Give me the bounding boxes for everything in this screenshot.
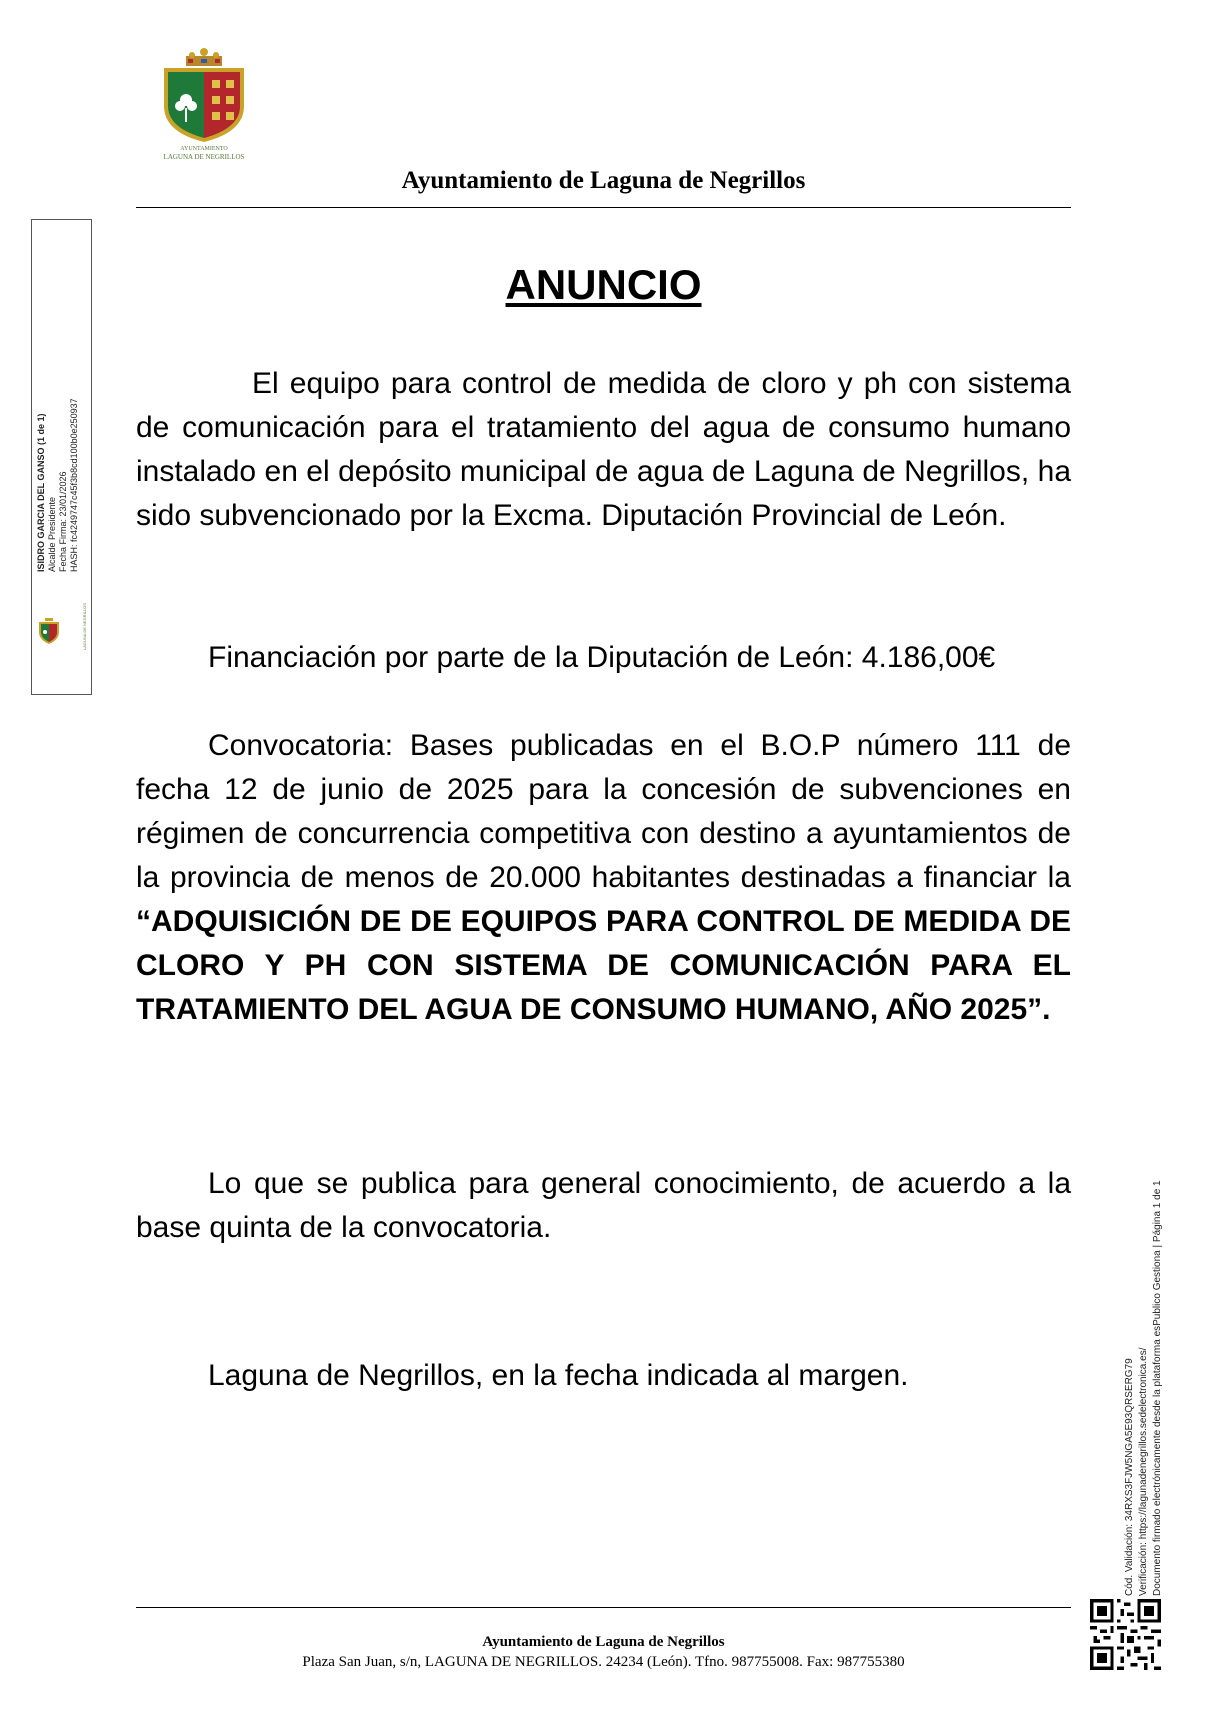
call-details-text: Convocatoria: Bases publicadas en el B.O.P número 111 de fecha 12 de junio de 2025 para la concesión de subvenciones en régimen de concurrencia competitiva con destino a ayuntamientos de la provincia de menos de 20.000 habitantes destinadas a financiar la [136,729,1071,894]
paragraph-financing: Financiación por parte de la Diputación de León: 4.186,00€ [208,641,996,674]
signer-name: ISIDRO GARCIA DEL GANSO (1 de 1) [36,413,46,572]
paragraph-publication-note: Lo que se publica para general conocimiento, de acuerdo a la base quinta de la convocatoria. [136,1167,1071,1244]
svg-text:AYUNTAMIENTO: AYUNTAMIENTO [180,146,228,152]
municipal-coat-of-arms-logo [156,46,252,162]
verification-block [1123,1066,1167,1596]
footer-organization-name: Ayuntamiento de Laguna de Negrillos [482,1634,725,1650]
verification-url[interactable]: Verificación: https://lagunadenegrillos.sedelectronica.es/ [1138,1347,1149,1596]
qr-code-icon [1090,1599,1161,1670]
header-title: Ayuntamiento de Laguna de Negrillos [401,167,806,194]
document-title: ANUNCIO [505,261,702,308]
signer-role: Alcalde Presidente [47,496,57,572]
signature-logo-caption: LAGUNA DE NEGRILLOS [82,603,87,650]
platform-note: Documento firmado electrónicamente desde la plataforma esPublico Gestiona | Página 1 de 1 [1152,1180,1163,1596]
signature-logo-icon [37,616,61,648]
signature-date: Fecha Firma: 23/01/2026 [58,471,68,572]
footer-divider [136,1607,1071,1608]
svg-text:LAGUNA DE NEGRILLOS: LAGUNA DE NEGRILLOS [163,153,245,161]
signature-details [36,332,88,572]
paragraph-call-details [136,724,1071,1032]
paragraph-subsidy-description: El equipo para control de medida de cloro y ph con sistema de comunicación para el tratamiento del agua de consumo humano instalado en el depósito municipal de agua de Laguna de Negrillos, ha sido subvencionado por la Excma. Diputación Provincial de León. [136,367,1071,532]
footer-address: Plaza San Juan, s/n, LAGUNA DE NEGRILLOS. 24234 (León). Tfno. 987755008. Fax: 987755380 [302,1654,905,1670]
signature-hash: HASH: fc4249747c45f3b8cd100b0e250937 [69,398,79,572]
validation-code: Cód. Validación: 34RXS3FJW5NGA5E93QRSERG79 [1124,1358,1135,1596]
header-divider [136,207,1071,208]
call-details-bold-title: “ADQUISICIÓN DE DE EQUIPOS PARA CONTROL DE MEDIDA DE CLORO Y PH CON SISTEMA DE COMUNICACIÓN PARA EL TRATAMIENTO DEL AGUA DE CONSUMO HUMANO, AÑO 2025”. [136,905,1071,1026]
paragraph-place-date: Laguna de Negrillos, en la fecha indicada al margen. [208,1359,909,1392]
